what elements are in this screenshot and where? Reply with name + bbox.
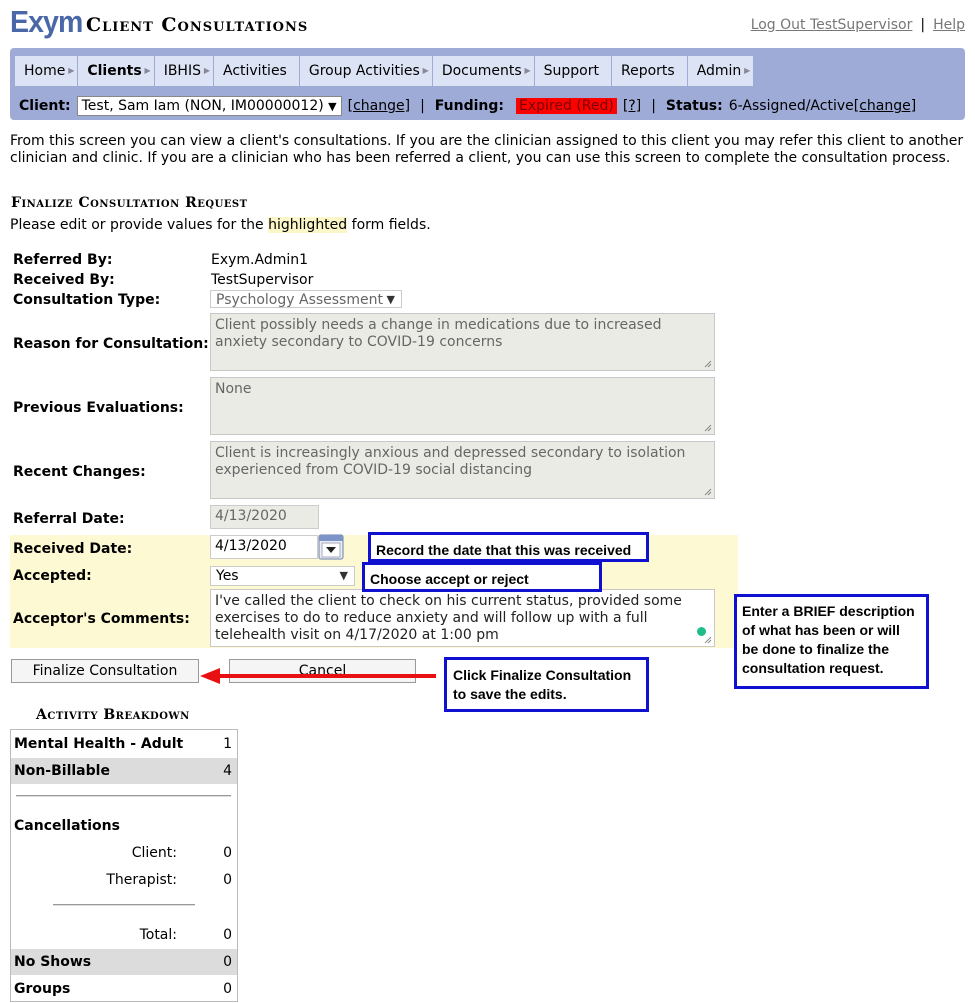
activity-row [11,731,237,757]
chevron-right-icon: ▶ [203,66,210,75]
callout-brief-description: Enter a BRIEF description of what has been or will be done to finalize the consultation request. [734,594,929,689]
cancel-client-label: Client: [131,845,177,861]
received-date-label: Received Date: [13,541,133,557]
chevron-right-icon: ▶ [144,66,151,75]
activity-row-value: 1 [223,736,232,752]
referred-by-value: Exym.Admin1 [211,252,309,268]
referral-date-label: Referral Date: [13,511,125,527]
menu-item-label: Clients [87,63,142,79]
acceptor-comments-textarea[interactable] [210,589,715,647]
divider [16,795,231,797]
consultation-type-select [210,290,402,308]
arrow-left-icon [198,666,438,686]
cancel-button[interactable]: Cancel [229,659,416,683]
received-by-value: TestSupervisor [211,272,314,288]
no-shows-value: 0 [223,954,232,970]
referral-date-field: 4/13/2020 [210,505,319,529]
referred-by-label: Referred By: [13,252,113,268]
accepted-value: Yes [216,568,239,584]
menu-item-home[interactable] [15,56,78,86]
callout-received-date: Record the date that this was received [368,532,649,562]
page-title: Client Consultations [86,14,309,36]
menu-item-group-activities[interactable] [300,56,433,86]
instruction-highlight: highlighted [268,217,348,233]
calendar-icon[interactable] [318,534,344,560]
client-select-value: Test, Sam Iam (NON, IM00000012) [81,98,324,114]
menu-item-label: Admin [696,63,742,79]
divider [53,904,195,906]
menu-item-documents[interactable] [433,56,535,86]
received-by-label: Received By: [13,272,115,288]
cancel-total-value: 0 [223,927,232,943]
separator: | [420,98,425,114]
callout-finalize: Click Finalize Consultation to save the edits. [444,657,649,712]
consultation-type-label: Consultation Type: [13,292,161,308]
logout-link[interactable]: Log Out TestSupervisor [750,17,913,33]
recent-changes-text: Client is increasingly anxious and depressed secondary to isolation experienced from COVID-19 social distancing [215,445,686,478]
recent-changes-textarea [210,441,715,499]
status-value: 6-Assigned/Active [728,98,854,114]
separator: | [651,98,656,114]
resize-grip-icon [704,424,712,432]
menu-item-activities[interactable] [214,56,300,86]
funding-status-badge: Expired (Red) [516,98,617,114]
received-date-input[interactable]: 4/13/2020 [210,535,318,559]
consultation-type-value: Psychology Assessment [216,292,383,308]
funding-label: Funding: [434,98,505,114]
resize-grip-icon [704,488,712,496]
top-links-separator: | [920,17,926,33]
cancel-therapist-label: Therapist: [106,872,177,888]
client-bar [19,96,916,116]
menu-item-label: Documents [441,63,522,79]
activity-row-label: Non-Billable [14,763,110,779]
reason-textarea [210,313,715,371]
previous-evaluations-label: Previous Evaluations: [13,400,184,416]
menu-item-label: IBHIS [163,63,201,79]
menu-item-label: Activities [222,63,287,79]
menu-item-label: Home [24,63,66,79]
resize-grip-icon [704,636,712,644]
recent-changes-label: Recent Changes: [13,464,146,480]
menu-item-label: Reports [620,63,675,79]
chevron-down-icon: ▼ [328,100,337,113]
no-shows-row [11,949,237,975]
instruction-text-end: form fields. [347,217,431,233]
activity-row-label: Mental Health - Adult [14,736,184,752]
reason-label: Reason for Consultation: [13,336,209,352]
no-shows-label: No Shows [14,954,92,970]
change-status-link[interactable]: [change] [853,98,917,114]
activity-row-value: 4 [223,763,232,779]
menu-item-clients[interactable] [78,56,154,86]
acceptor-comments-label: Acceptor's Comments: [13,611,190,627]
client-select[interactable] [77,96,342,116]
acceptor-comments-text: I've called the client to check on his current status, provided some exercises to do to reduce anxiety and will follow up with a full telehealth visit on 4/17/2020 at 1:00 pm [215,593,682,643]
menu-item-support[interactable] [535,56,612,86]
activity-breakdown-panel [10,729,238,1002]
intro-text: From this screen you can view a client's consultations. If you are the clinician assigned to this client you may refer this client to another clinician and clinic. If you are a clinician who has been referred a client, you can use this screen to complete the consultation process. [10,133,964,166]
form-instruction [10,217,431,233]
groups-value: 0 [223,981,232,997]
navigation-panel [10,48,965,120]
client-label: Client: [19,98,71,114]
chevron-down-icon: ▼ [386,293,395,306]
cancellations-label: Cancellations [14,818,120,834]
funding-help-link[interactable]: [?] [622,98,642,114]
accepted-label: Accepted: [13,568,92,584]
reason-text: Client possibly needs a change in medications due to increased anxiety secondary to COVID-19 concerns [215,317,662,350]
groups-row [11,976,237,1002]
main-menu [15,56,754,86]
cancel-total-label: Total: [139,927,177,943]
cancel-therapist-value: 0 [223,872,232,888]
menu-item-reports[interactable] [612,56,688,86]
help-link[interactable]: Help [933,17,965,33]
callout-accept: Choose accept or reject [362,562,602,592]
change-client-link[interactable]: [change] [347,98,411,114]
top-links [751,17,965,33]
chevron-right-icon: ▶ [68,66,75,75]
section-title: Finalize Consultation Request [11,195,248,211]
status-label: Status: [665,98,723,114]
chevron-down-icon: ▼ [339,569,348,582]
menu-item-label: Support [543,63,599,79]
menu-item-ibhis[interactable] [155,56,214,86]
cancel-client-value: 0 [223,845,232,861]
chevron-right-icon: ▶ [422,66,429,75]
exym-logo: Exym [10,4,83,39]
chevron-right-icon: ▶ [744,66,751,75]
instruction-text: Please edit or provide values for the [10,217,269,233]
resize-grip-icon [704,360,712,368]
previous-evaluations-textarea [210,377,715,435]
finalize-consultation-button[interactable]: Finalize Consultation [11,659,199,683]
groups-label: Groups [14,981,71,997]
accepted-select[interactable] [210,566,355,586]
grammar-check-dot-icon [697,627,706,636]
activity-breakdown-title: Activity Breakdown [36,707,190,723]
menu-item-label: Group Activities [308,63,420,79]
chevron-right-icon: ▶ [524,66,531,75]
activity-row [11,758,237,784]
menu-item-admin[interactable] [688,56,755,86]
previous-evaluations-text: None [215,381,252,397]
